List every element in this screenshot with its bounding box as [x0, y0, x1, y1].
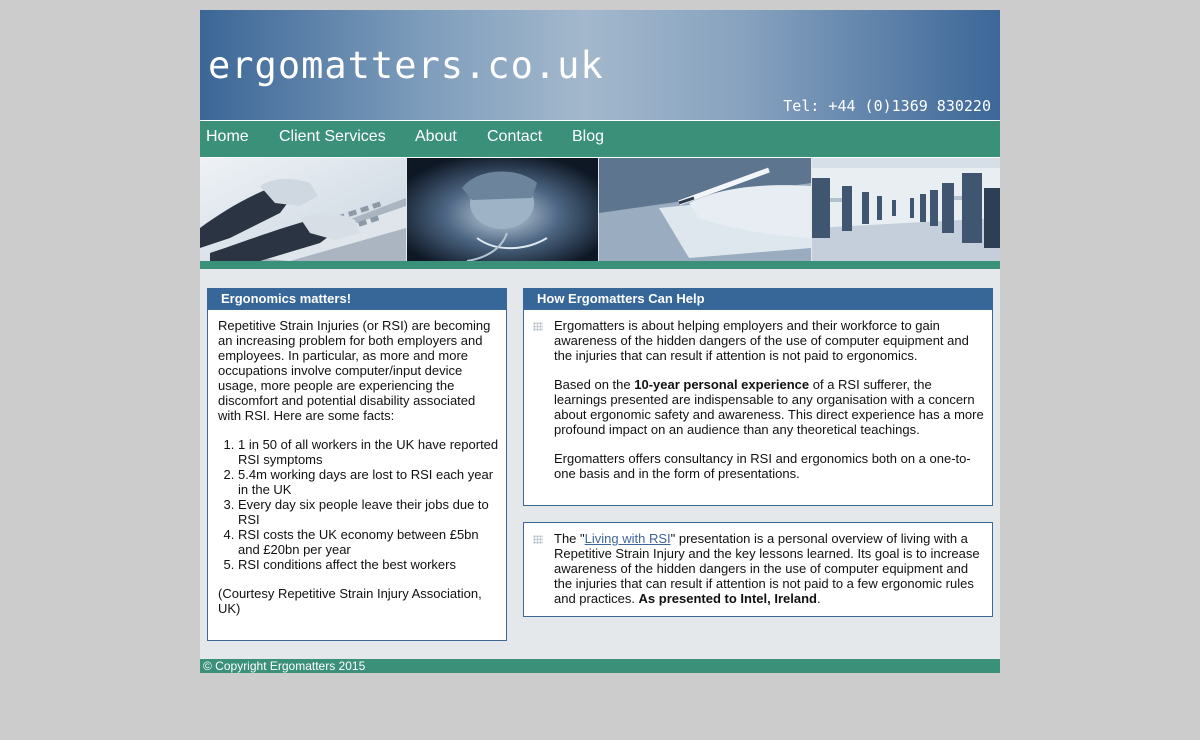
footer-copyright: © Copyright Ergomatters 2015: [200, 659, 1000, 673]
nav-home[interactable]: Home: [206, 128, 249, 145]
list-item: 4. RSI costs the UK economy between £5bn and £20bn per year: [238, 527, 500, 557]
right-panel-title: How Ergomatters Can Help: [523, 288, 993, 310]
nav-client-services[interactable]: Client Services: [279, 128, 386, 145]
presentation-paragraph: The "Living with RSI" presentation is a personal overview of living with a Repetitive Strain Injury and the key lessons learned. Its goal is to increase awareness of the hidden dangers in the use of computer equipment and the injuries that can result if attention is not paid to a few ergonomic rules and practices. As presented to Intel, Ireland.: [554, 531, 980, 606]
office-photo: [812, 158, 1000, 261]
nav-blog[interactable]: Blog: [572, 128, 605, 145]
left-panel-title: Ergonomics matters!: [207, 288, 507, 310]
help-panel: [523, 309, 993, 506]
nav-contact[interactable]: Contact: [487, 128, 543, 145]
nav-about[interactable]: About: [415, 128, 457, 145]
facts-list: [218, 437, 500, 572]
help-paragraph-3: Ergomatters offers consultancy in RSI and ergonomics both on a one-to-one basis and in the form of presentations.: [554, 451, 971, 481]
mouse-photo: [407, 158, 598, 261]
ergonomics-panel: [207, 309, 507, 641]
phone-number: Tel: +44 (0)1369 830220: [783, 97, 991, 115]
site-title[interactable]: ergomatters.co.uk: [208, 44, 604, 87]
intro-text: Repetitive Strain Injuries (or RSI) are becoming an increasing problem for both employers and employees. In particular, as more and more occupations involve computer/input device usage, more people are experiencing the discomfort and potential disability associated with RSI. Here are some facts:: [218, 318, 491, 423]
list-item: 1. 1 in 50 of all workers in the UK have reported RSI symptoms: [238, 437, 500, 467]
intel-highlight: As presented to Intel, Ireland: [638, 591, 817, 606]
pen-photo: [599, 158, 811, 261]
dots-bullet-icon: [533, 535, 543, 544]
page-container: [200, 10, 1000, 673]
help-paragraph-1: Ergomatters is about helping employers and their workforce to gain awareness of the hidden dangers of the use of computer equipment and the injuries that can result if attention is not paid to ergonomics.: [554, 318, 969, 363]
banner-divider: [200, 261, 1000, 269]
banner-photos: [200, 158, 1000, 261]
help-paragraph-2: Based on the 10-year personal experience of a RSI sufferer, the learnings presented are indispensable to any organisation with a concern about ergonomic safety and awareness. This direct experience has a more profound impact on an audience than any theoretical teachings.: [554, 377, 984, 437]
list-item: 5. RSI conditions affect the best workers: [238, 557, 500, 572]
left-panel-content: [218, 318, 500, 616]
presentation-panel: [523, 522, 993, 617]
presentation-content: [554, 531, 986, 606]
dots-bullet-icon: [533, 322, 543, 331]
help-panel-content: [554, 318, 986, 495]
list-item: 2. 5.4m working days are lost to RSI each year in the UK: [238, 467, 500, 497]
site-header: [200, 10, 1000, 120]
list-item: 3. Every day six people leave their jobs due to RSI: [238, 497, 500, 527]
main-nav: [200, 120, 1000, 158]
keyboard-photo: [200, 158, 406, 261]
living-with-rsi-link[interactable]: Living with RSI: [584, 531, 671, 546]
credit-text: (Courtesy Repetitive Strain Injury Association, UK): [218, 586, 482, 616]
experience-highlight: 10-year personal experience: [634, 377, 810, 392]
